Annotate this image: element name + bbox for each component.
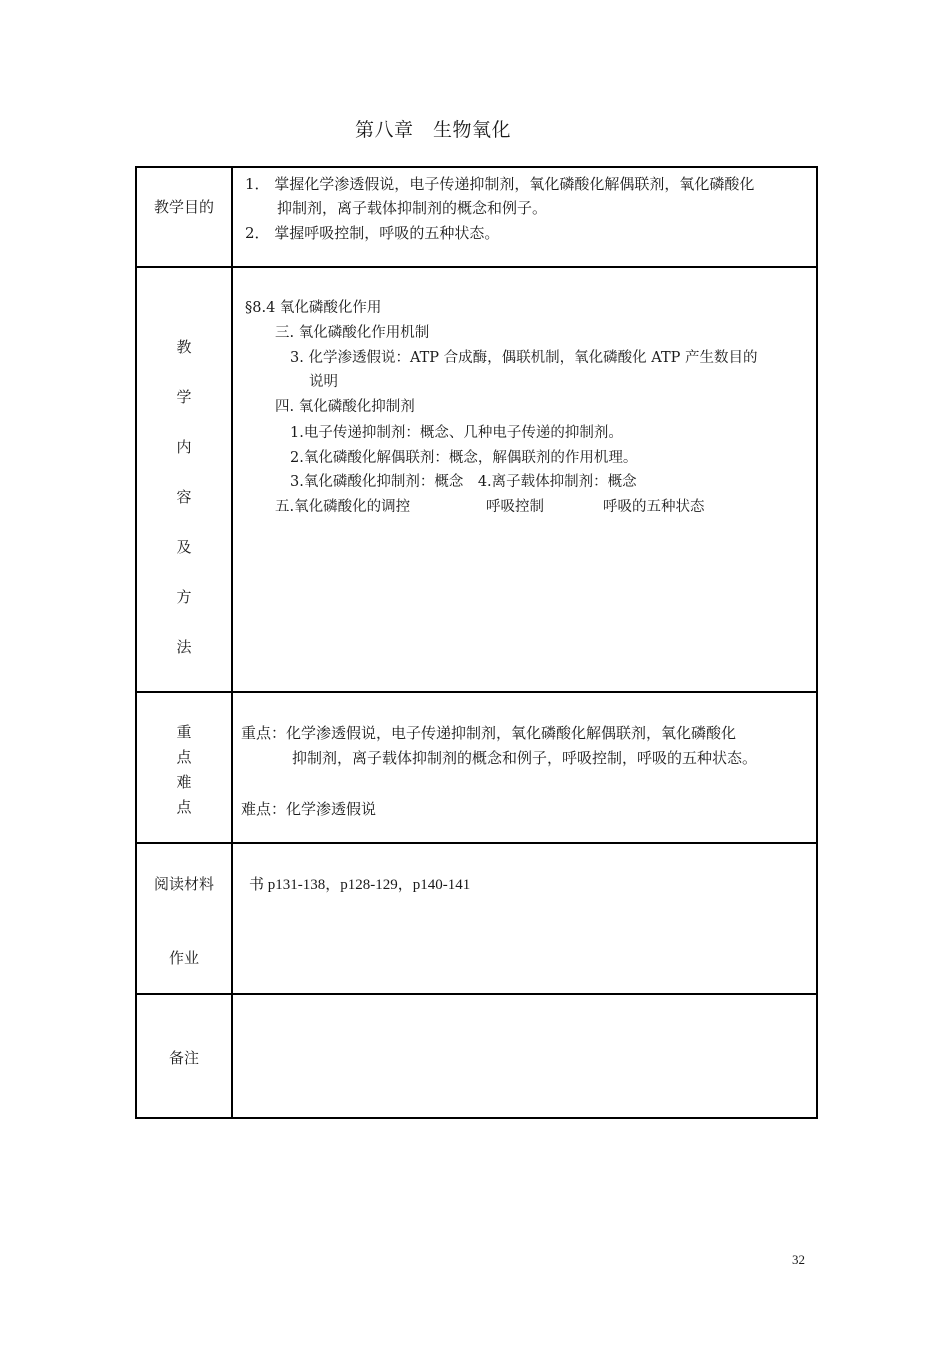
keypoints-label — [137, 720, 231, 820]
label-char: 法 — [176, 638, 192, 656]
content-line: 1.电子传递抑制剂：概念、几种电子传递的抑制剂。 — [290, 425, 623, 441]
row-divider — [137, 266, 816, 268]
content-line: 2.氧化磷酸化解偶联剂：概念，解偶联剂的作用机理。 — [290, 450, 638, 466]
content-line: 3.氧化磷酸化抑制剂：概念 4.离子载体抑制剂：概念 — [290, 474, 637, 490]
label-char: 及 — [176, 538, 192, 556]
content-line: 说明 — [309, 374, 338, 390]
difficult-points: 难点：化学渗透假说 — [241, 800, 377, 818]
label-char: 难 — [176, 773, 192, 791]
content-line: 呼吸控制 — [486, 499, 544, 515]
content-line: 三. 氧化磷酸化作用机制 — [275, 325, 430, 341]
row-divider — [137, 691, 816, 693]
remarks-label: 备注 — [168, 1049, 199, 1067]
objective-item-1-cont: 抑制剂，离子载体抑制剂的概念和例子。 — [277, 199, 548, 217]
label-char: 内 — [176, 438, 192, 456]
label-char: 教 — [176, 338, 192, 356]
content-label — [137, 322, 231, 672]
content-line: 呼吸的五种状态 — [603, 499, 705, 515]
key-points: 重点：化学渗透假说，电子传递抑制剂，氧化磷酸化解偶联剂，氧化磷酸化 — [241, 724, 737, 742]
page-number: 32 — [792, 1252, 805, 1267]
homework-label: 作业 — [168, 949, 199, 967]
content-line: 3. 化学渗透假说：ATP 合成酶，偶联机制，氧化磷酸化 ATP 产生数目的 — [290, 350, 758, 366]
section-heading: §8.4 氧化磷酸化作用 — [245, 300, 382, 316]
content-line: 四. 氧化磷酸化抑制剂 — [275, 399, 415, 415]
row-divider — [137, 993, 816, 995]
reading-label: 阅读材料 — [153, 875, 214, 893]
content-line: 五.氧化磷酸化的调控 — [275, 499, 411, 515]
row-divider — [137, 842, 816, 844]
label-char: 容 — [176, 488, 192, 506]
reading-text: 书 p131-138，p128-129，p140-141 — [249, 877, 471, 893]
label-char: 方 — [176, 588, 192, 606]
label-char: 点 — [176, 748, 192, 766]
column-divider — [231, 168, 233, 1117]
objective-item-1: 1． 掌握化学渗透假说，电子传递抑制剂，氧化磷酸化解偶联剂，氧化磷酸化 — [245, 175, 755, 193]
key-points-cont: 抑制剂，离子载体抑制剂的概念和例子，呼吸控制，呼吸的五种状态。 — [292, 749, 758, 767]
label-char: 点 — [176, 798, 192, 816]
label-char: 学 — [176, 388, 192, 406]
chapter-title: 第八章 生物氧化 — [354, 119, 511, 141]
objective-item-2: 2． 掌握呼吸控制，呼吸的五种状态。 — [245, 224, 500, 242]
objectives-label: 教学目的 — [153, 198, 214, 216]
lesson-plan-table — [135, 166, 818, 1119]
label-char: 重 — [176, 723, 192, 741]
